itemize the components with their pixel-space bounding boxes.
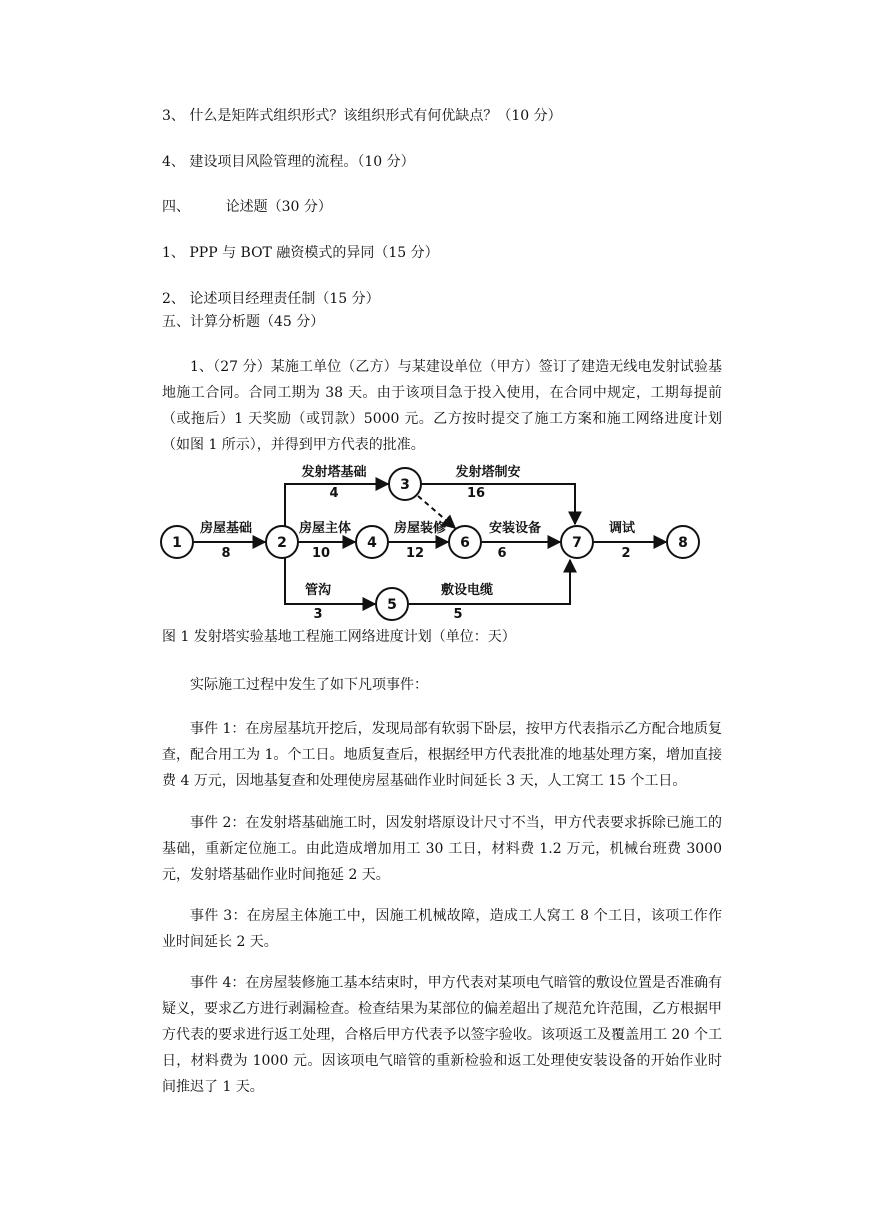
activity-duration-6-7: 6 [497,546,507,561]
activity-name-2-4: 房屋主体 [298,521,352,536]
node-3-label: 3 [400,477,410,493]
node-4-label: 4 [367,535,377,551]
activity-duration-2-3: 4 [329,486,339,501]
activity-name-5-7: 敷设电缆 [440,583,494,598]
event-4: 事件 4：在房屋装修施工基本结束时，甲方代表对某项电气暗管的敷设位置是否准确有疑义，要求乙方进行剥漏检查。检查结果为某部位的偏差超出了规范允许范围，乙方根据甲方代表的要求进行返工处理，合格后甲方代表予以签字验收。该项返工及覆盖用工 20 个工日，材料费为 1000 元。因该项电气暗管的重新检验和返工处理使安装设备的开始作业时间推迟了 1 天。 [162,975,722,1095]
figure-caption: 图 1 发射塔实验基地工程施工网络进度计划（单位：天） [162,629,516,645]
node-8-label: 8 [678,535,688,551]
activity-name-6-7: 安装设备 [488,521,542,536]
activity-name-7-8: 调试 [608,521,636,536]
section-4-heading: 四、 论述题（30 分） [162,199,332,215]
events-intro: 实际施工过程中发生了如下凡项事件： [190,677,428,693]
question-3: 3、 什么是矩阵式组织形式？该组织形式有何优缺点？（10 分） [162,108,562,124]
activity-name-4-6: 房屋装修 [393,521,447,536]
activity-duration-7-8: 2 [621,546,631,561]
question-4-1: 1、 PPP 与 BOT 融资模式的异同（15 分） [162,245,439,261]
activity-duration-4-6: 12 [405,546,425,561]
node-1-label: 1 [172,535,182,551]
node-7-label: 7 [572,535,582,551]
node-6-label: 6 [460,535,470,551]
arrow-3-7 [422,484,575,524]
question-4: 4、 建设项目风险管理的流程。（10 分） [162,154,415,170]
network-diagram [150,462,720,632]
section-5-heading: 五、计算分析题（45 分） [162,314,325,330]
activity-name-3-7: 发射塔制安 [455,465,521,480]
event-3: 事件 3：在房屋主体施工中，因施工机械故障，造成工人窝工 8 个工日，该项工作作业时间延长 2 天。 [162,908,722,950]
node-5-label: 5 [387,597,397,613]
activity-name-2-3: 发射塔基础 [301,465,367,480]
activity-name-2-5: 管沟 [304,583,332,598]
activity-duration-2-5: 3 [313,607,323,622]
activity-duration-3-7: 16 [466,486,486,501]
activity-duration-1-2: 8 [221,546,231,561]
question-4-2: 2、 论述项目经理责任制（15 分） [162,291,380,307]
activity-name-1-2: 房屋基础 [199,521,253,536]
event-2: 事件 2：在发射塔基础施工时，因发射塔原设计尺寸不当，甲方代表要求拆除已施工的基础，重新定位施工。由此造成增加用工 30 工日，材料费 1.2 万元，机械台班费 3000 元，发射塔基础作业时间拖延 2 天。 [162,815,722,883]
activity-duration-5-7: 5 [453,607,463,622]
node-2-label: 2 [277,535,287,551]
problem-1-intro: 1、（27 分）某施工单位（乙方）与某建设单位（甲方）签订了建造无线电发射试验基地施工合同。合同工期为 38 天。由于该项目急于投入使用，在合同中规定，工期每提前（或拖后）1 天奖励（或罚款）5000 元。乙方按时提交了施工方案和施工网络进度计划（如图 1 所示），并得到甲方代表的批准。 [162,359,722,453]
activity-duration-2-4: 10 [311,546,331,561]
event-1: 事件 1：在房屋基坑开挖后，发现局部有软弱下卧层，按甲方代表指示乙方配合地质复查，配合用工为 1。个工日。地质复查后，根据经甲方代表批准的地基处理方案，增加直接费 4 万元，因地基复查和处理使房屋基础作业时间延长 3 天，人工窝工 15 个工日。 [162,721,722,789]
